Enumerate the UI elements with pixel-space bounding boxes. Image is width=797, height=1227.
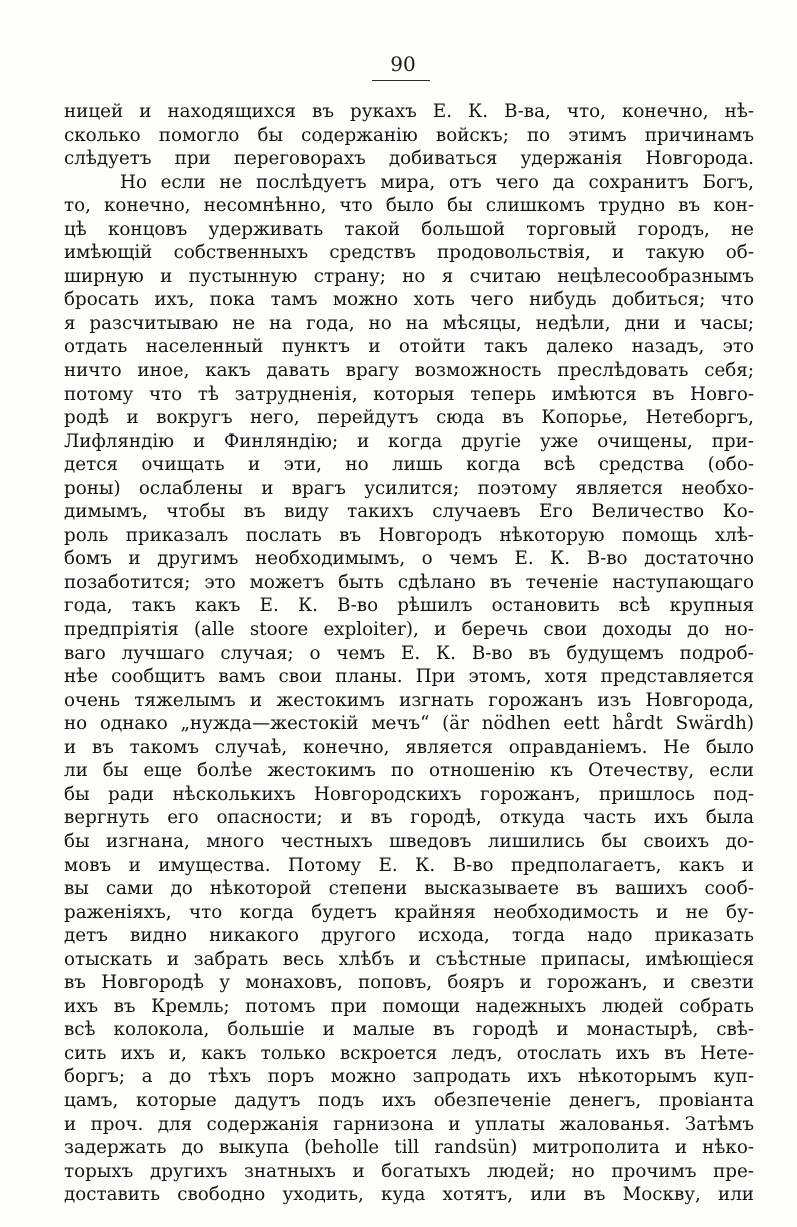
text-line: вы сами до нѣкоторой степени высказываете въ вашихъ сооб-	[64, 878, 754, 900]
text-line: бы изгнана, много честныхъ шведовъ лишились бы своихъ до-	[64, 830, 754, 852]
page-number: 90	[390, 52, 416, 76]
text-line: торыхъ другихъ знатныхъ и богатыхъ людей; но прочимъ пре-	[64, 1160, 754, 1182]
text-line: бросать ихъ, пока тамъ можно хоть чего нибудь добиться; что	[64, 289, 754, 311]
text-line: задержать до выкупа (beholle till randsün) митрополита и нѣко-	[64, 1137, 754, 1159]
text-line: детъ видно никакого другого исхода, тогда надо приказать	[64, 925, 754, 947]
text-line: слѣдуетъ при переговорахъ добиваться удержанія Новгорода.	[64, 148, 754, 170]
text-line: сить ихъ и, какъ только вскроется ледъ, отослать ихъ въ Нете-	[64, 1042, 754, 1064]
text-line: и въ такомъ случаѣ, конечно, является оправданіемъ. Не было	[64, 736, 754, 758]
text-line: цамъ, которые дадутъ подъ ихъ обезпеченіе денегъ, провіанта	[64, 1089, 754, 1111]
page-number-rule	[372, 80, 430, 81]
text-line: раженіяхъ, что когда будетъ крайняя необходимость и не бу-	[64, 901, 754, 923]
text-line: мовъ и имущества. Потому Е. К. В-во предполагаетъ, какъ и	[64, 854, 754, 876]
text-line: то, конечно, несомнѣнно, что было бы слишкомъ трудно въ кон-	[64, 195, 754, 217]
text-line: отыскать и забрать весь хлѣбъ и съѣстные припасы, имѣющіеся	[64, 948, 754, 970]
text-line: ихъ въ Кремль; потомъ при помощи надежныхъ людей собрать	[64, 995, 754, 1017]
text-line: предпріятія (alle stoore exploiter), и беречь свои доходы до но-	[64, 619, 754, 641]
text-line: я разсчитываю не на года, но на мѣсяцы, недѣли, дни и часы;	[64, 312, 754, 334]
text-line: потому что тѣ затрудненія, которыя теперь имѣются въ Новго-	[64, 383, 754, 405]
text-line: роль приказалъ послать въ Новгородъ нѣкоторую помощь хлѣ-	[64, 524, 754, 546]
text-line: вергнуть его опасности; и въ городѣ, откуда часть ихъ была	[64, 807, 754, 829]
text-line: года, такъ какъ Е. К. В-во рѣшилъ остановить всѣ крупныя	[64, 595, 754, 617]
text-line: Лифляндію и Финляндію; и когда другіе уже очищены, при-	[64, 430, 754, 452]
text-line: роны) ослаблены и врагъ усилится; поэтому является необхо-	[64, 477, 754, 499]
text-line: цѣ концовъ удерживать такой большой торговый городъ, не	[64, 218, 754, 240]
text-line: сколько помогло бы содержанію войскъ; по этимъ причинамъ	[64, 124, 754, 146]
text-line: бы ради нѣсколькихъ Новгородскихъ горожанъ, пришлось под-	[64, 783, 754, 805]
text-line: ничто иное, какъ давать врагу возможность преслѣдовать себя;	[64, 360, 754, 382]
text-line: отдать населенный пунктъ и отойти такъ далеко назадъ, это	[64, 336, 754, 358]
text-line: ли бы еще болѣе жестокимъ по отношенію къ Отечеству, если	[64, 760, 754, 782]
text-line: но однако „нужда—жестокій мечъ“ (är nödhen eett hårdt Swärdh)	[64, 713, 754, 735]
text-line: родѣ и вокругъ него, перейдутъ сюда въ Копорье, Нетеборгъ,	[64, 407, 754, 429]
text-line: доставить свободно уходить, куда хотятъ, или въ Москву, или	[64, 1184, 754, 1206]
paragraph-first-line: Но если не послѣдуетъ мира, отъ чего да сохранитъ Богъ,	[120, 171, 754, 193]
text-line: дется очищать и эти, но лишь когда всѣ средства (обо-	[64, 454, 754, 476]
text-line: ницей и находящихся въ рукахъ Е. К. В-ва, что, конечно, нѣ-	[64, 101, 754, 122]
text-line: очень тяжелымъ и жестокимъ изгнать горожанъ изъ Новгорода,	[64, 689, 754, 711]
text-line: имѣющій собственныхъ средствъ продовольствія, и такую об-	[64, 242, 754, 264]
text-line: димымъ, чтобы въ виду такихъ случаевъ Его Величество Ко-	[64, 501, 754, 523]
text-line: ваго лучшаго случая; о чемъ Е. К. В-во въ будущемъ подроб-	[64, 642, 754, 664]
text-line: въ Новгородѣ у монаховъ, поповъ, бояръ и горожанъ, и свезти	[64, 972, 754, 994]
body-text	[64, 100, 754, 1207]
text-line: позаботится; это можетъ быть сдѣлано въ теченіе наступающаго	[64, 571, 754, 593]
text-line: ширную и пустынную страну; но я считаю нецѣлесообразнымъ	[64, 265, 754, 287]
text-line: нѣе сообщитъ вамъ свои планы. При этомъ, хотя представляется	[64, 666, 754, 688]
text-line: боргъ; а до тѣхъ поръ можно запродать ихъ нѣкоторымъ куп-	[64, 1066, 754, 1088]
text-line: бомъ и другимъ необходимымъ, о чемъ Е. К. В-во достаточно	[64, 548, 754, 570]
text-line: всѣ колокола, большіе и малые въ городѣ и монастырѣ, свѣ-	[64, 1019, 754, 1041]
text-line: и проч. для содержанія гарнизона и уплаты жалованья. Затѣмъ	[64, 1113, 754, 1135]
